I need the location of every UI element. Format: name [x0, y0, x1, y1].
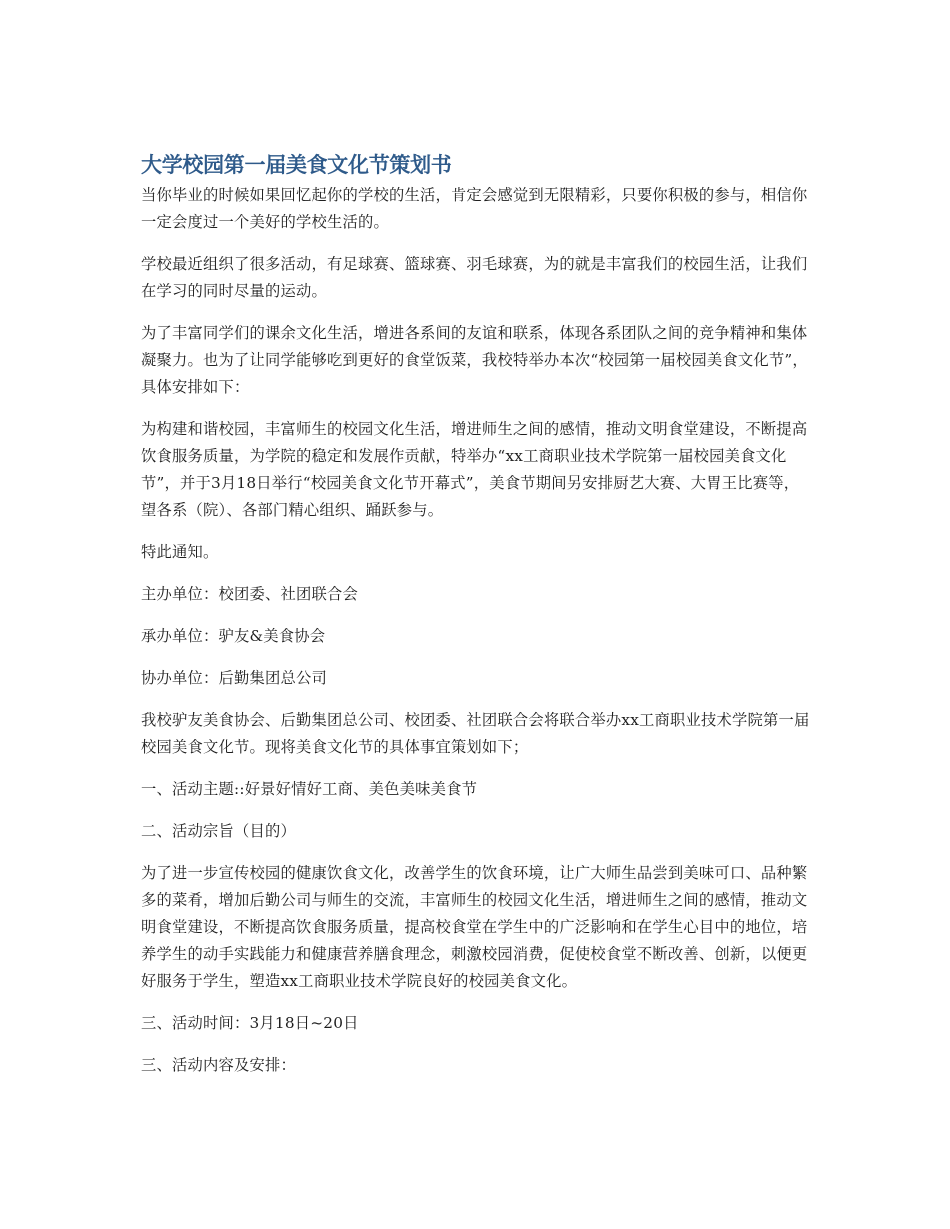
- section-aim-heading: 二、活动宗旨（目的）: [141, 822, 296, 840]
- paragraph-co-organizer: 协办单位：后勤集团总公司: [141, 669, 327, 687]
- document-page: [141, 150, 811, 1094]
- paragraph-plan-intro: 我校驴友美食协会、后勤集团总公司、校团委、社团联合会将联合举办xx工商职业技术学院第一届校园美食文化节。现将美食文化节的具体事宜策划如下；: [141, 711, 810, 756]
- paragraph-host: 主办单位：校团委、社团联合会: [141, 585, 358, 603]
- paragraph-announcement: 为构建和谐校园，丰富师生的校园文化生活，增进师生之间的感情，推动文明食堂建设，不断提高饮食服务质量，为学院的稳定和发展作贡献，特举办“xx工商职业技术学院第一届校园美食文化节”，并于3月18日举行“校园美食文化节开幕式”，美食节期间另安排厨艺大赛、大胃王比赛等，望各系（院）、各部门精心组织、踊跃参与。: [141, 420, 808, 519]
- document-title: 大学校园第一届美食文化节策划书: [141, 153, 452, 177]
- paragraph-purpose: 为了丰富同学们的课余文化生活，增进各系间的友谊和联系，体现各系团队之间的竞争精神和集体凝聚力。也为了让同学能够吃到更好的食堂饭菜，我校特举办本次“校园第一届校园美食文化节”，具体安排如下：: [141, 324, 808, 396]
- paragraph-notice: 特此通知。: [141, 543, 219, 561]
- section-aim-body: 为了进一步宣传校园的健康饮食文化，改善学生的饮食环境，让广大师生品尝到美味可口、品种繁多的菜肴，增加后勤公司与师生的交流，丰富师生的校园文化生活，增进师生之间的感情，推动文明食堂建设，不断提高饮食服务质量，提高校食堂在学生中的广泛影响和在学生心目中的地位，培养学生的动手实践能力和健康营养膳食理念，刺激校园消费，促使校食堂不断改善、创新，以便更好服务于学生，塑造xx工商职业技术学院良好的校园美食文化。: [141, 864, 808, 990]
- section-theme: 一、活动主题::好景好情好工商、美色美味美食节: [141, 780, 478, 798]
- paragraph-intro: 当你毕业的时候如果回忆起你的学校的生活，肯定会感觉到无限精彩，只要你积极的参与，相信你一定会度过一个美好的学校生活的。: [141, 186, 808, 231]
- paragraph-activities: 学校最近组织了很多活动，有足球赛、篮球赛、羽毛球赛，为的就是丰富我们的校园生活，让我们在学习的同时尽量的运动。: [141, 255, 808, 300]
- section-content-heading: 三、活动内容及安排：: [141, 1056, 296, 1074]
- section-time: 三、活动时间：3月18日~20日: [141, 1014, 359, 1032]
- paragraph-organizer: 承办单位：驴友&美食协会: [141, 627, 326, 645]
